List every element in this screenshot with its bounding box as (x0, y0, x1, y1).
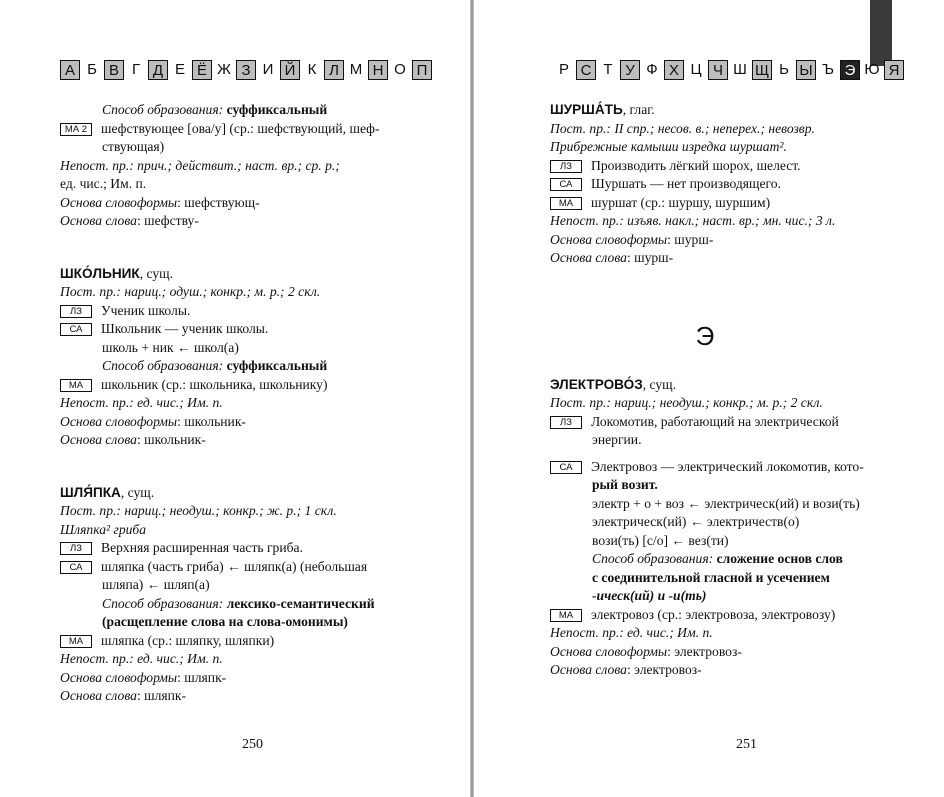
derivational-analysis: СА Шуршать — нет производящего. (550, 175, 940, 194)
alphabet-letter: У (620, 60, 640, 80)
alphabet-letter: Ы (796, 60, 816, 80)
alphabet-letter: Р (558, 61, 569, 78)
derivational-analysis: СА Электровоз — электрический локомотив, кото- (550, 458, 940, 477)
derivational-chain: электрическ(ий) ← электричеств(о) (592, 514, 800, 529)
alphabet-letter: Н (368, 60, 388, 80)
alphabet-letter: З (236, 60, 256, 80)
morphemic-analysis: МА шляпка (ср.: шляпку, шляпки) (60, 632, 450, 651)
alphabet-letter: Ъ (822, 61, 834, 78)
nonconstant-features: Непост. пр.: изъяв. накл.; наст. вр.; мн. чис.; 3 л. (550, 213, 836, 228)
alphabet-letter: К (307, 61, 317, 78)
alphabet-letter: П (412, 60, 432, 80)
derivational-chain: шляпа) ← шляп(а) (102, 577, 210, 592)
word-stem: Основа слова: шефству- (60, 213, 199, 228)
ma2-label: МА 2 (60, 123, 92, 136)
alphabet-letter: М (349, 61, 363, 78)
lexical-meaning: ЛЗ Ученик школы. (60, 302, 450, 321)
entry-headword: ЭЛЕКТРОВО́З, сущ. (550, 376, 677, 392)
section-letter: Э (695, 320, 715, 351)
morphemic-analysis-cont: ствующая) (102, 139, 165, 154)
usage-example: Прибрежные камыши изредка шуршат². (550, 139, 787, 154)
morphemic-analysis: МА шуршат (ср.: шуршу, шуршим) (550, 194, 940, 213)
alphabet-letter: Ф (646, 61, 658, 78)
alphabet-letter: Э (840, 60, 860, 80)
morphemic-analysis: МА школьник (ср.: школьника, школьнику) (60, 376, 450, 395)
wordform-stem: Основа словоформы: электровоз- (550, 643, 742, 659)
derivational-analysis-cont: рый возит. (592, 477, 658, 492)
word-stem: Основа слова: школьник- (60, 432, 206, 447)
nonconstant-features: Непост. пр.: ед. чис.; Им. п. (60, 651, 223, 666)
derivation-method: Способ образования: сложение основ слов (592, 551, 843, 566)
derivation-method: Способ образования: суффиксальный (102, 358, 328, 373)
alphabet-letter: Е (174, 61, 185, 78)
right-content (550, 101, 940, 680)
word-stem: Основа слова: шурш- (550, 250, 674, 265)
alphabet-letter: Щ (752, 60, 772, 80)
entry-headword: ШКО́ЛЬНИК, сущ. (60, 265, 174, 281)
morphemic-analysis: МА электровоз (ср.: электровоза, электровозу) (550, 606, 940, 625)
thumb-index-tab (870, 0, 892, 66)
derivation-method-cont: с соединительной гласной и усечением (592, 569, 830, 585)
constant-features: Пост. пр.: нариц.; неодуш.; конкр.; ж. р.; 1 скл. (60, 503, 337, 518)
word-stem: Основа слова: электровоз- (550, 662, 702, 677)
constant-features: Пост. пр.: нариц.; одуш.; конкр.; м. р.; 2 скл. (60, 284, 321, 299)
left-content (60, 101, 450, 706)
alphabet-letter: Ж (217, 61, 231, 78)
wordform-stem: Основа словоформы: шурш- (550, 231, 714, 247)
alphabet-letter: И (262, 61, 274, 78)
alphabet-letter: Й (280, 60, 300, 80)
alphabet-letter: Ц (690, 61, 702, 78)
entry-headword: ШУРША́ТЬ, глаг. (550, 102, 655, 117)
wordform-stem: Основа словоформы: школьник- (60, 413, 246, 429)
word-stem: Основа слова: шляпк- (60, 688, 187, 703)
wordform-stem: Основа словоформы: шефствующ- (60, 194, 260, 210)
wordform-stem: Основа словоформы: шляпк- (60, 669, 227, 685)
morphemic-analysis: МА 2 шефствующее [ова/у] (ср.: шефствующий, шеф- (60, 120, 450, 139)
lexical-meaning: ЛЗ Верхняя расширенная часть гриба. (60, 539, 450, 558)
nonconstant-features: Непост. пр.: прич.; действит.; наст. вр.; ср. р.; (60, 157, 340, 173)
alphabet-letter: Д (148, 60, 168, 80)
nonconstant-features: Непост. пр.: ед. чис.; Им. п. (550, 625, 713, 640)
entry-headword: ШЛЯ́ПКА, сущ. (60, 484, 155, 500)
derivational-chain: вози(ть) [с/о] ← вез(ти) (592, 532, 729, 548)
derivational-analysis: СА шляпка (часть гриба) ← шляпк(а) (небольшая (60, 558, 450, 577)
derivation-method-cont: -ическ(ий) и -и(ть) (592, 588, 707, 603)
page-number: 250 (242, 737, 263, 752)
alphabet-letter: Ч (708, 60, 728, 80)
lexical-meaning: ЛЗ Локомотив, работающий на электрической (550, 413, 940, 432)
alphabet-letter: Ь (779, 61, 789, 78)
derivational-chain: школь + ник ← школ(а) (102, 339, 239, 355)
alphabet-letter: Ю (864, 61, 880, 78)
derivational-analysis: СА Школьник — ученик школы. (60, 320, 450, 339)
alphabet-letter: С (576, 60, 596, 80)
alphabet-letter: Л (324, 60, 344, 80)
constant-features: Пост. пр.: II спр.; несов. в.; неперех.; невозвр. (550, 120, 815, 136)
alphabet-letter: Г (131, 61, 141, 78)
derivation-method-cont: (расщепление слова на слова-омонимы) (102, 614, 348, 629)
alphabet-letter: В (104, 60, 124, 80)
alphabet-letter: Я (884, 60, 904, 80)
lexical-meaning-cont: энергии. (592, 432, 642, 447)
lexical-meaning: ЛЗ Производить лёгкий шорох, шелест. (550, 157, 940, 176)
alphabet-letter: О (394, 61, 406, 78)
alphabet-index-right (554, 60, 904, 80)
alphabet-letter: А (60, 60, 80, 80)
constant-features: Пост. пр.: нариц.; неодуш.; конкр.; м. р.; 2 скл. (550, 395, 823, 410)
left-page (0, 0, 470, 797)
derivation-method: Способ образования: суффиксальный (102, 102, 328, 117)
alphabet-letter: Т (603, 61, 613, 78)
alphabet-letter: Ё (192, 60, 212, 80)
alphabet-index-left (60, 60, 432, 80)
derivation-method: Способ образования: лексико-семантический (102, 595, 375, 611)
nonconstant-features-cont: ед. чис.; Им. п. (60, 176, 147, 191)
alphabet-letter: Ш (733, 61, 747, 78)
usage-example: Шляпка² гриба (60, 521, 147, 537)
derivational-chain: электр + о + воз ← электрическ(ий) и вози(ть) (592, 495, 860, 511)
alphabet-letter: Б (87, 61, 97, 78)
alphabet-letter: Х (664, 60, 684, 80)
right-page (474, 0, 944, 797)
nonconstant-features: Непост. пр.: ед. чис.; Им. п. (60, 395, 223, 410)
page-number: 251 (736, 737, 757, 752)
